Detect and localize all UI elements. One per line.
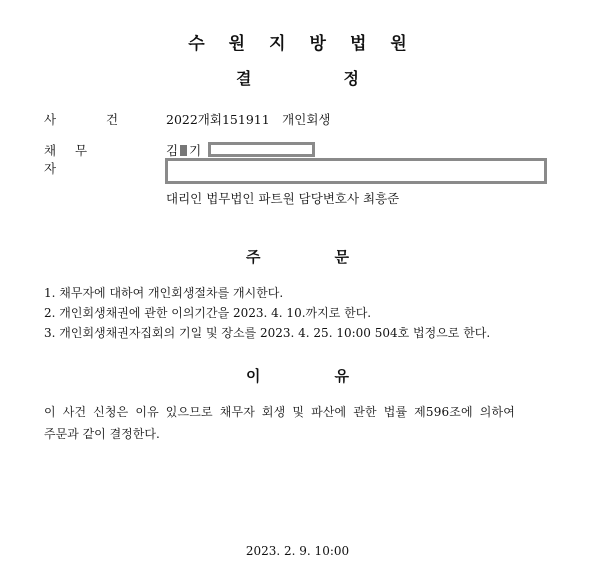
reason-line: 주문과 같이 결정한다. [44,427,160,441]
debtor-label-char: 자 [44,161,57,176]
reason-heading-char: 이 [246,367,261,385]
case-label [44,110,124,128]
court-name-char: 방 [309,34,326,54]
redacted-name-box [208,142,315,157]
court-name-char: 지 [269,34,286,54]
debtor-name-prefix: 김 [166,143,179,158]
case-label-char: 사 [44,112,57,127]
debtor-name [166,141,201,159]
court-name-char: 원 [390,34,407,54]
document-type-char: 정 [343,69,359,88]
reason-heading [0,365,595,386]
debtor-label [44,141,124,177]
order-item: 3. 개인회생채권자집회의 기일 및 장소를 2023. 4. 25. 10:00 504호 법정으로 한다. [44,326,491,340]
court-name-char: 수 [188,34,205,54]
debtor-name-suffix: 기 [189,143,202,158]
case-number: 2022개회151911 개인회생 [166,112,331,127]
order-item: 1. 채무자에 대하여 개인회생절차를 개시한다. [44,286,284,300]
legal-agent: 대리인 법무법인 파트원 담당변호사 최흥준 [166,191,400,206]
reason-heading-char: 유 [334,367,349,385]
order-item: 2. 개인회생채권에 관한 이의기간을 2023. 4. 10.까지로 한다. [44,306,372,320]
reason-text [44,401,554,445]
redacted-address-box [165,158,547,184]
case-label-char: 건 [106,112,119,127]
debtor-label-char: 무 [75,143,88,158]
reason-line: 이 사건 신청은 이유 있으므로 채무자 회생 및 파산에 관한 법률 제596조에 의하여 [44,405,515,419]
document-type [0,66,595,89]
court-name [0,29,595,54]
debtor-label-char: 채 [44,143,57,158]
order-heading [0,246,595,267]
order-list [44,285,490,345]
redaction-mark [180,145,187,156]
order-heading-char: 주 [246,248,261,266]
document-type-char: 결 [236,69,252,88]
order-heading-char: 문 [334,248,349,266]
court-name-char: 원 [228,34,246,54]
decision-date: 2023. 2. 9. 10:00 [245,544,350,558]
court-name-char: 법 [349,34,367,54]
